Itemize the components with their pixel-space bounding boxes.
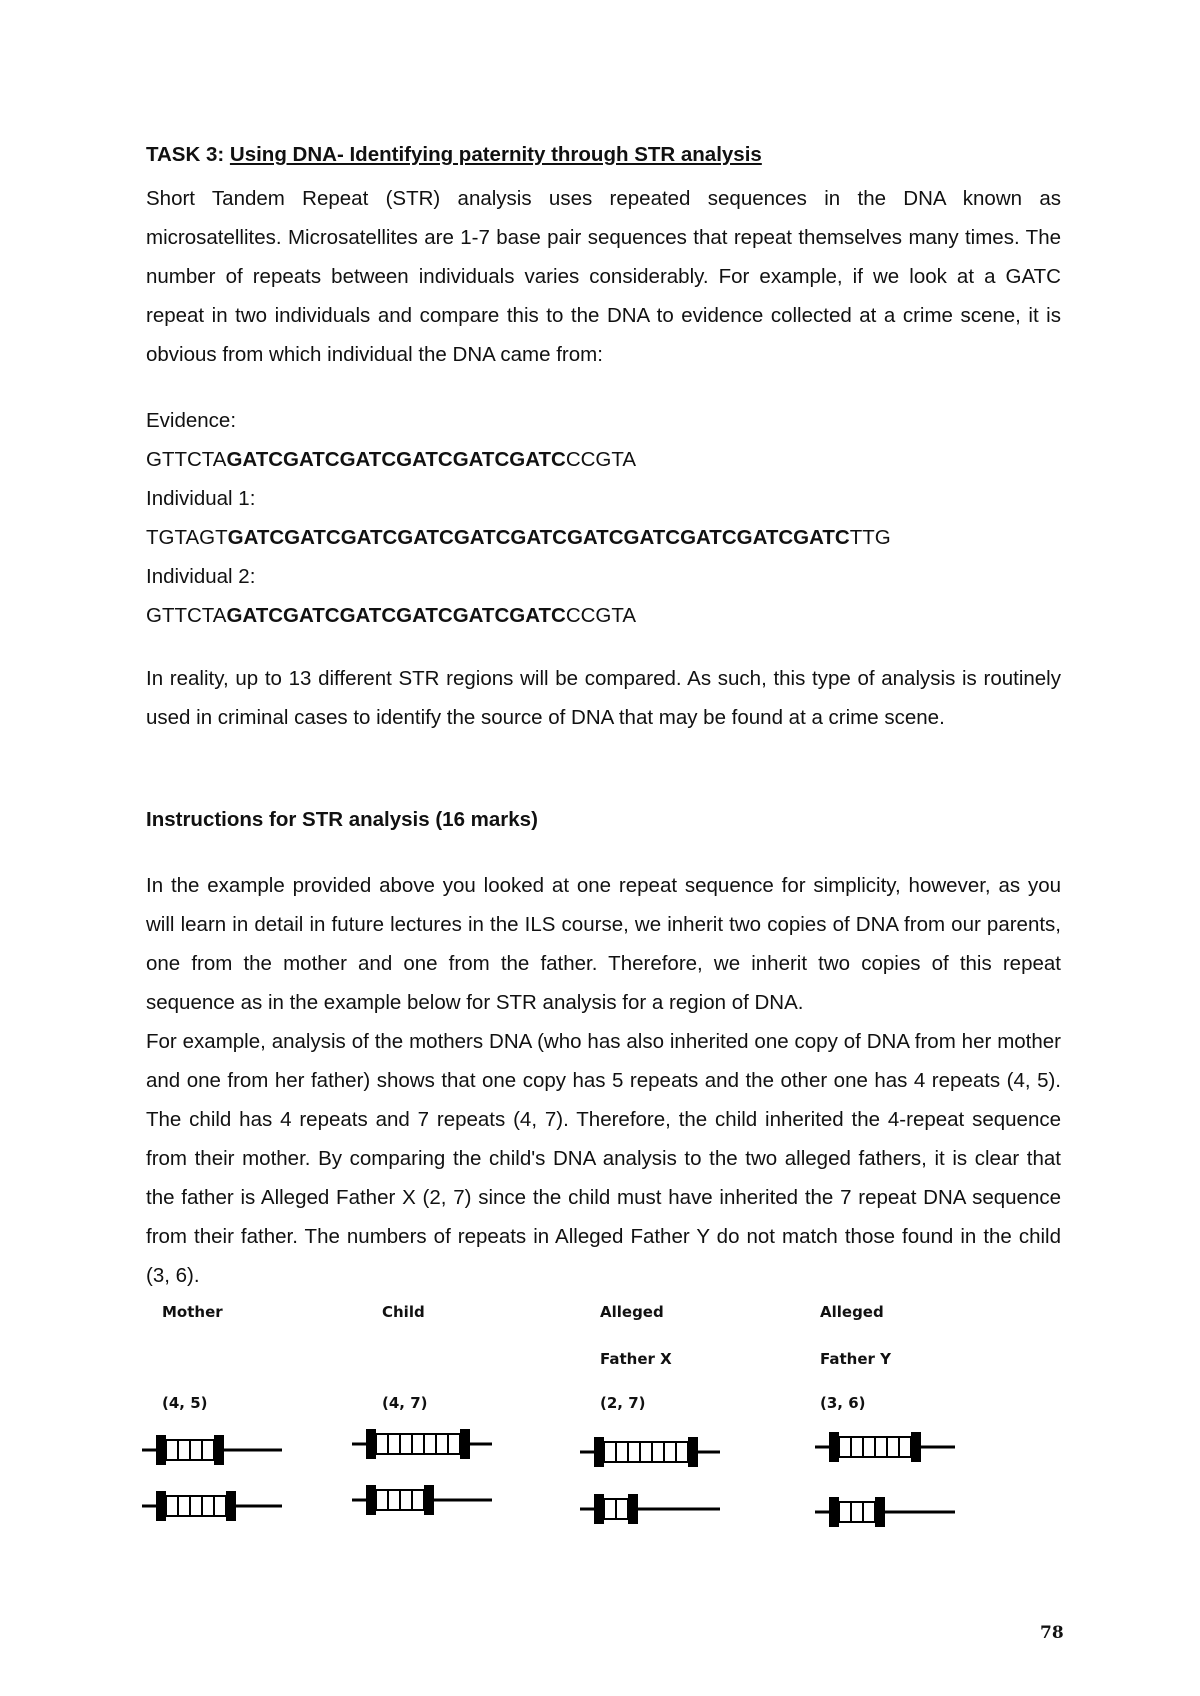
allele-2-top-repeat-unit <box>628 1442 640 1462</box>
allele-0-bottom-right-flank <box>226 1491 236 1521</box>
instructions-heading: Instructions for STR analysis (16 marks) <box>146 808 538 831</box>
allele-2-bottom-right-flank <box>628 1494 638 1524</box>
allele-1-top-repeat-unit <box>412 1434 424 1454</box>
allele-1-bottom-repeat-unit <box>400 1490 412 1510</box>
allele-3-bottom-left-flank <box>829 1497 839 1527</box>
task-subtitle: Using DNA- Identifying paternity through STR analysis <box>229 143 762 166</box>
allele-3-bottom-repeat-unit <box>851 1502 863 1522</box>
allele-1-top-repeat-unit <box>388 1434 400 1454</box>
page-number: 78 <box>1040 1623 1064 1643</box>
allele-0-bottom-repeat-unit <box>214 1496 226 1516</box>
sequence-individual-2: GTTCTAGATCGATCGATCGATCGATCGATCCCGTA <box>146 604 637 627</box>
allele-0-top-repeat-unit <box>166 1440 178 1460</box>
allele-0-top-repeat-unit <box>202 1440 214 1460</box>
allele-3-top-repeat-unit <box>899 1437 911 1457</box>
allele-1-bottom-repeat-unit <box>388 1490 400 1510</box>
figure-label-father-x-line1: Alleged <box>600 1303 664 1321</box>
allele-2-top-repeat-unit <box>676 1442 688 1462</box>
allele-2-top-left-flank <box>594 1437 604 1467</box>
allele-3-top-repeat-unit <box>839 1437 851 1457</box>
task-prefix: TASK 3: <box>146 143 230 166</box>
allele-3-bottom-repeat-unit <box>863 1502 875 1522</box>
sequence-evidence: GTTCTAGATCGATCGATCGATCGATCGATCCCGTA <box>146 448 637 471</box>
allele-1-bottom-right-flank <box>424 1485 434 1515</box>
intro-paragraph: Short Tandem Repeat (STR) analysis uses repeated sequences in the DNA known as microsatellites. Microsatellites are 1-7 base pair sequences that repeat themselves many times. The number of repeats between individuals varies considerably. For example, if we look at a GATC repeat in two individuals and compare this to the DNA to evidence collected at a crime scene, it is obvious from which individual the DNA came from: <box>146 187 1061 366</box>
allele-3-top-repeat-unit <box>875 1437 887 1457</box>
genotype-child: (4, 7) <box>382 1394 428 1412</box>
figure-label-father-y-line1: Alleged <box>820 1303 884 1321</box>
figure-label-father-x-line2: Father X <box>600 1350 672 1368</box>
allele-0-top-repeat-unit <box>178 1440 190 1460</box>
allele-0-bottom-repeat-unit <box>202 1496 214 1516</box>
allele-2-bottom-repeat-unit <box>604 1499 616 1519</box>
allele-1-top-repeat-unit <box>400 1434 412 1454</box>
reality-paragraph: In reality, up to 13 different STR regions will be compared. As such, this type of analysis is routinely used in criminal cases to identify the source of DNA that may be found at a crime scene. <box>146 667 1061 729</box>
figure-label-father-y-line2: Father Y <box>820 1350 891 1368</box>
allele-1-bottom-left-flank <box>366 1485 376 1515</box>
allele-3-top-right-flank <box>911 1432 921 1462</box>
genotype-mother: (4, 5) <box>162 1394 208 1412</box>
allele-2-top-repeat-unit <box>652 1442 664 1462</box>
sequence-label-individual-2: Individual 2: <box>146 565 256 588</box>
sequence-label-evidence: Evidence: <box>146 409 237 432</box>
allele-0-bottom-repeat-unit <box>190 1496 202 1516</box>
instructions-paragraph-2: For example, analysis of the mothers DNA (who has also inherited one copy of DNA from her mother and one from her father) shows that one copy has 5 repeats and the other one has 4 repeats (4, 5). The child has 4 repeats and 7 repeats (4, 7). Therefore, the child inherited the 4-repeat sequence from their mother. By comparing the child's DNA analysis to the two alleged fathers, it is clear that the father is Alleged Father X (2, 7) since the child must have inherited the 7 repeat DNA sequence from their father. The numbers of repeats in Alleged Father Y do not match those found in the child (3, 6). <box>146 1030 1061 1287</box>
allele-3-top-repeat-unit <box>863 1437 875 1457</box>
sequence-individual-1: TGTAGTGATCGATCGATCGATCGATCGATCGATCGATCGATCGATCGATCTTG <box>146 526 891 549</box>
allele-2-top-repeat-unit <box>640 1442 652 1462</box>
allele-0-bottom-repeat-unit <box>178 1496 190 1516</box>
allele-1-top-right-flank <box>460 1429 470 1459</box>
allele-0-bottom-repeat-unit <box>166 1496 178 1516</box>
allele-0-top-repeat-unit <box>190 1440 202 1460</box>
allele-3-top-repeat-unit <box>887 1437 899 1457</box>
allele-2-top-repeat-unit <box>664 1442 676 1462</box>
allele-3-top-left-flank <box>829 1432 839 1462</box>
allele-3-top-repeat-unit <box>851 1437 863 1457</box>
allele-1-top-repeat-unit <box>424 1434 436 1454</box>
allele-2-top-repeat-unit <box>616 1442 628 1462</box>
allele-3-bottom-right-flank <box>875 1497 885 1527</box>
allele-1-bottom-repeat-unit <box>376 1490 388 1510</box>
figure-label-child: Child <box>382 1303 425 1321</box>
allele-1-top-repeat-unit <box>436 1434 448 1454</box>
figure-label-mother: Mother <box>162 1303 223 1321</box>
sequence-label-individual-1: Individual 1: <box>146 487 256 510</box>
allele-1-top-repeat-unit <box>448 1434 460 1454</box>
allele-1-top-repeat-unit <box>376 1434 388 1454</box>
allele-1-bottom-repeat-unit <box>412 1490 424 1510</box>
allele-0-top-left-flank <box>156 1435 166 1465</box>
allele-0-bottom-left-flank <box>156 1491 166 1521</box>
allele-2-bottom-left-flank <box>594 1494 604 1524</box>
allele-3-bottom-repeat-unit <box>839 1502 851 1522</box>
genotype-father-x: (2, 7) <box>600 1394 646 1412</box>
instructions-paragraph-1: In the example provided above you looked at one repeat sequence for simplicity, however, as you will learn in detail in future lectures in the ILS course, we inherit two copies of DNA from our parents, one from the mother and one from the father. Therefore, we inherit two copies of this repeat sequence as in the example below for STR analysis for a region of DNA. <box>146 874 1061 1014</box>
allele-2-top-repeat-unit <box>604 1442 616 1462</box>
allele-2-bottom-repeat-unit <box>616 1499 628 1519</box>
allele-0-top-right-flank <box>214 1435 224 1465</box>
allele-1-top-left-flank <box>366 1429 376 1459</box>
genotype-father-y: (3, 6) <box>820 1394 866 1412</box>
allele-2-top-right-flank <box>688 1437 698 1467</box>
